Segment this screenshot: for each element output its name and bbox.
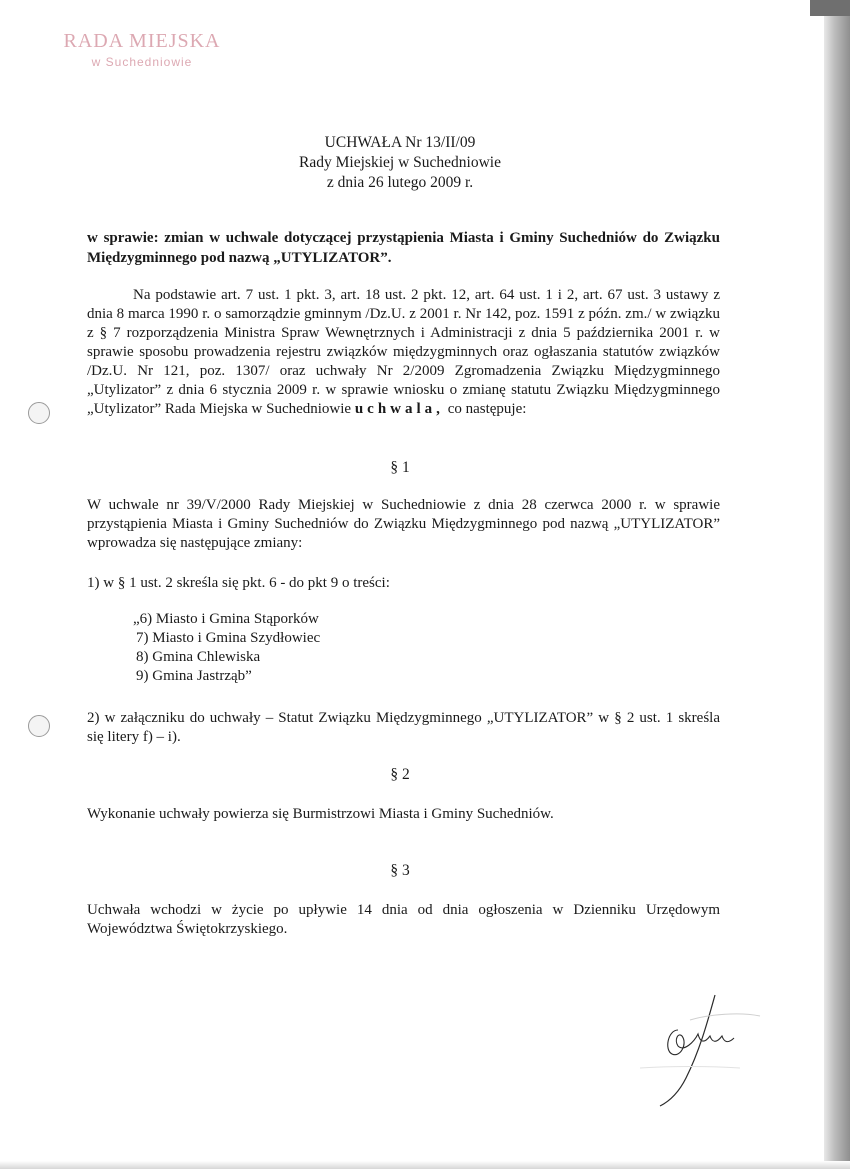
resolution-subject: w sprawie: zmian w uchwale dotyczącej przystąpienia Miasta i Gminy Suchedniów do Związku Międzygminnego pod nazwą „UTYLIZATOR”. [87,230,720,266]
scan-edge-right [824,0,850,1169]
section-1-heading: § 1 [390,459,410,476]
list-item: 9) Gmina Jastrząb” [136,668,252,684]
resolution-title: UCHWAŁA Nr 13/II/09 [324,134,476,151]
legal-basis-paragraph [87,286,720,419]
legal-basis-tail: co następuje: [443,401,527,417]
list-item: 7) Miasto i Gmina Szydłowiec [136,630,321,646]
list-item: „6) Miasto i Gmina Stąporków [133,611,319,627]
legal-basis-text: Na podstawie art. 7 ust. 1 pkt. 3, art. 18 ust. 2 pkt. 12, art. 64 ust. 1 i 2, art. 67 ust. 3 ustawy z dnia 8 marca 1990 r. o samorządzie gminnym /Dz.U. z 2001 r. Nr 142, poz. 1591 z późn. zm./ w związku z § 7 rozporządzenia Ministra Spraw Wewnętrznych i Administracji z dnia 5 października 2001 r. w sprawie sposobu prowadzenia rejestru związków międzygminnych oraz ogłaszania statutów związków /Dz.U. Nr 121, poz. 1307/ oraz uchwały Nr 2/2009 Zgromadzenia Związku Międzygminnego „Utylizator” z dnia 6 stycznia 2009 r. w sprawie wniosku o zmianę statutu Związku Międzygminnego „Utylizator” Rada Miejska w Suchedniowie [87,287,720,417]
section-2-text: Wykonanie uchwały powierza się Burmistrzowi Miasta i Gminy Suchedniów. [87,806,554,822]
section-3-heading: § 3 [390,862,410,879]
scan-edge-top [810,0,850,16]
decree-word: uchwala, [354,401,444,417]
stamp-line-1: RADA MIEJSKA [63,30,221,52]
handwritten-signature [620,990,770,1110]
stamp-line-2: w Suchedniowie [91,55,193,69]
section-1-text: W uchwale nr 39/V/2000 Rady Miejskiej w Suchedniowie z dnia 28 czerwca 2000 r. w sprawie przystąpienia Miasta i Gminy Suchedniów do Związku Międzygminnego pod nazwą „UTYLIZATOR” wprowadza się następujące zmiany: [87,497,720,551]
section-2-heading: § 2 [390,766,410,783]
council-stamp [42,30,242,69]
section-1-item-2: 2) w załączniku do uchwały – Statut Związku Międzygminnego „UTYLIZATOR” w § 2 ust. 1 skreśla się litery f) – i). [87,710,720,745]
section-1-item-1: 1) w § 1 ust. 2 skreśla się pkt. 6 - do pkt 9 o treści: [87,575,390,591]
punch-hole [28,715,50,737]
list-item: 8) Gmina Chlewiska [136,649,261,665]
resolution-body: Rady Miejskiej w Suchedniowie [299,154,501,171]
punch-hole [28,402,50,424]
scan-edge-bottom [0,1161,850,1169]
resolution-date: z dnia 26 lutego 2009 r. [326,174,474,191]
removed-members-list [133,610,320,686]
section-3-text: Uchwała wchodzi w życie po upływie 14 dnia od dnia ogłoszenia w Dzienniku Urzędowym Województwa Świętokrzyskiego. [87,902,720,937]
resolution-header [0,133,800,193]
